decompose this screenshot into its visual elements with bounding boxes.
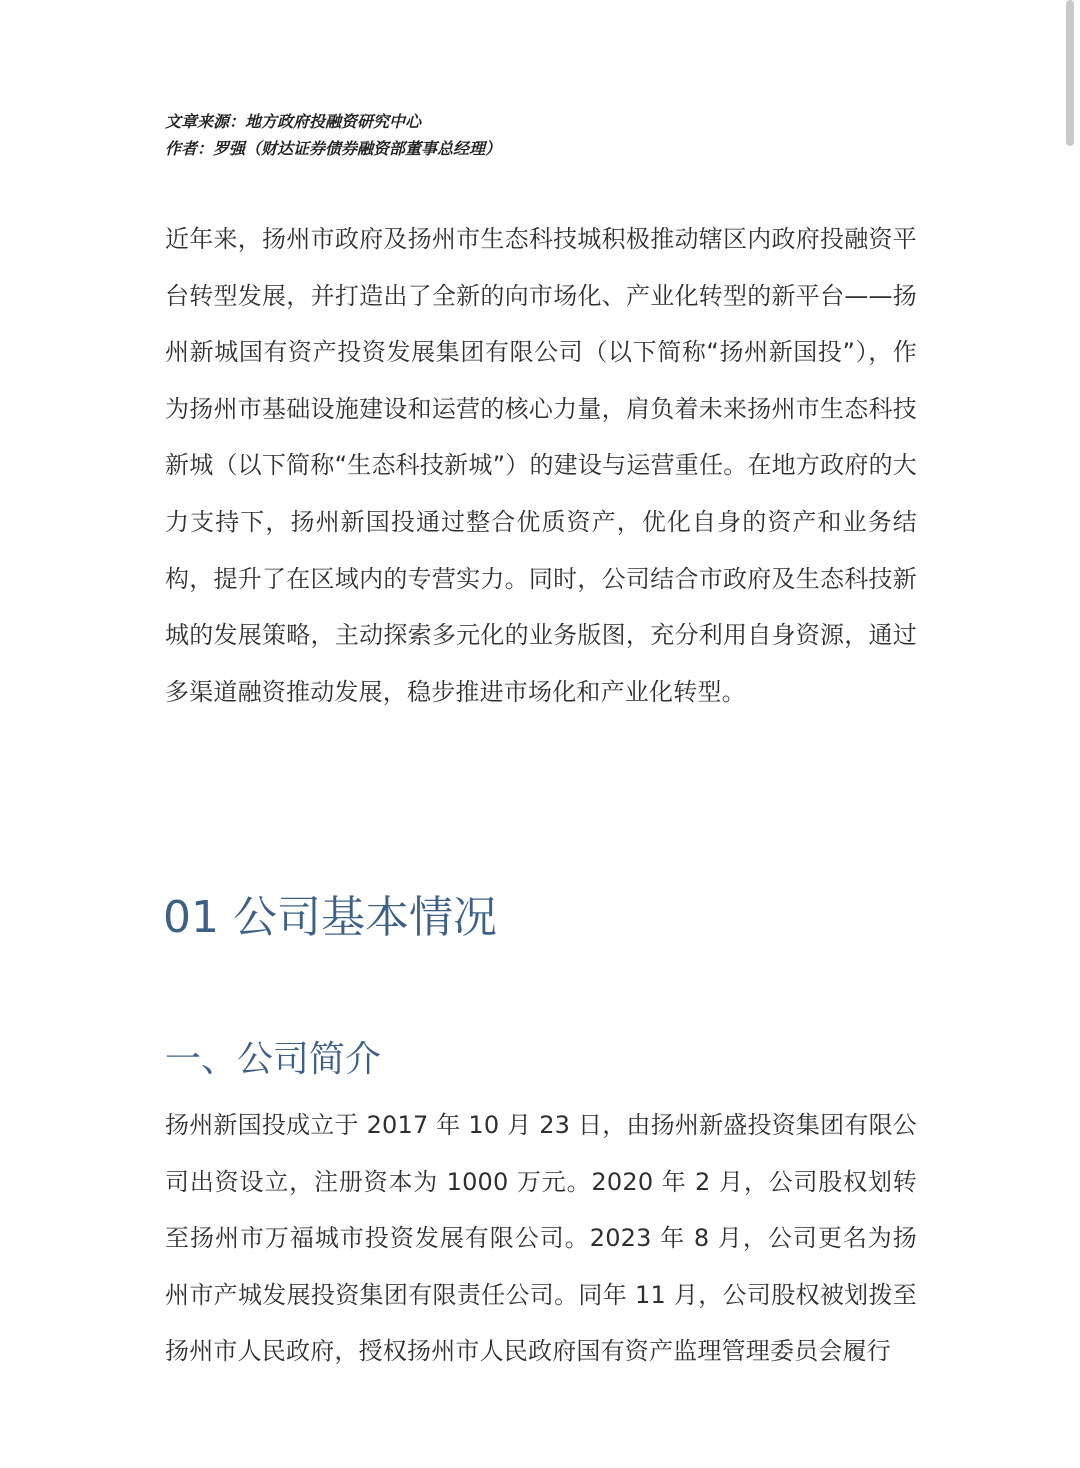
section-title: 01 公司基本情况 (163, 892, 497, 943)
subsection-title: 一、公司简介 (165, 1039, 382, 1080)
article-meta (165, 108, 501, 162)
vertical-scrollbar[interactable] (1058, 0, 1080, 1468)
company-paragraph: 扬州新国投成立于 2017 年 10 月 23 日，由扬州新盛投资集团有限公司出资设立，注册资本为 1000 万元。2020 年 2 月，公司股权划转至扬州市万福城市投资发展有限公司。2023 年 8 月，公司更名为扬州市产城发展投资集团有限责任公司。同年 11 月，公司股权被划拨至扬州市人民政府，授权扬州市人民政府国有资产监理管理委员会履行 (165, 1111, 917, 1366)
intro-paragraph: 近年来，扬州市政府及扬州市生态科技城积极推动辖区内政府投融资平台转型发展，并打造出了全新的向市场化、产业化转型的新平台——扬州新城国有资产投资发展集团有限公司（以下简称“扬州新国投”），作为扬州市基础设施建设和运营的核心力量，肩负着未来扬州市生态科技新城（以下简称“生态科技新城”）的建设与运营重任。在地方政府的大力支持下，扬州新国投通过整合优质资产，优化自身的资产和业务结构，提升了在区域内的专营实力。同时，公司结合市政府及生态科技新城的发展策略，主动探索多元化的业务版图，充分利用自身资源，通过多渠道融资推动发展，稳步推进市场化和产业化转型。 (165, 225, 917, 706)
article-source: 文章来源：地方政府投融资研究中心 (165, 112, 422, 131)
article-author: 作者：罗强（财达证券债券融资部董事总经理） (165, 139, 502, 158)
scrollbar-thumb[interactable] (1066, 0, 1074, 146)
